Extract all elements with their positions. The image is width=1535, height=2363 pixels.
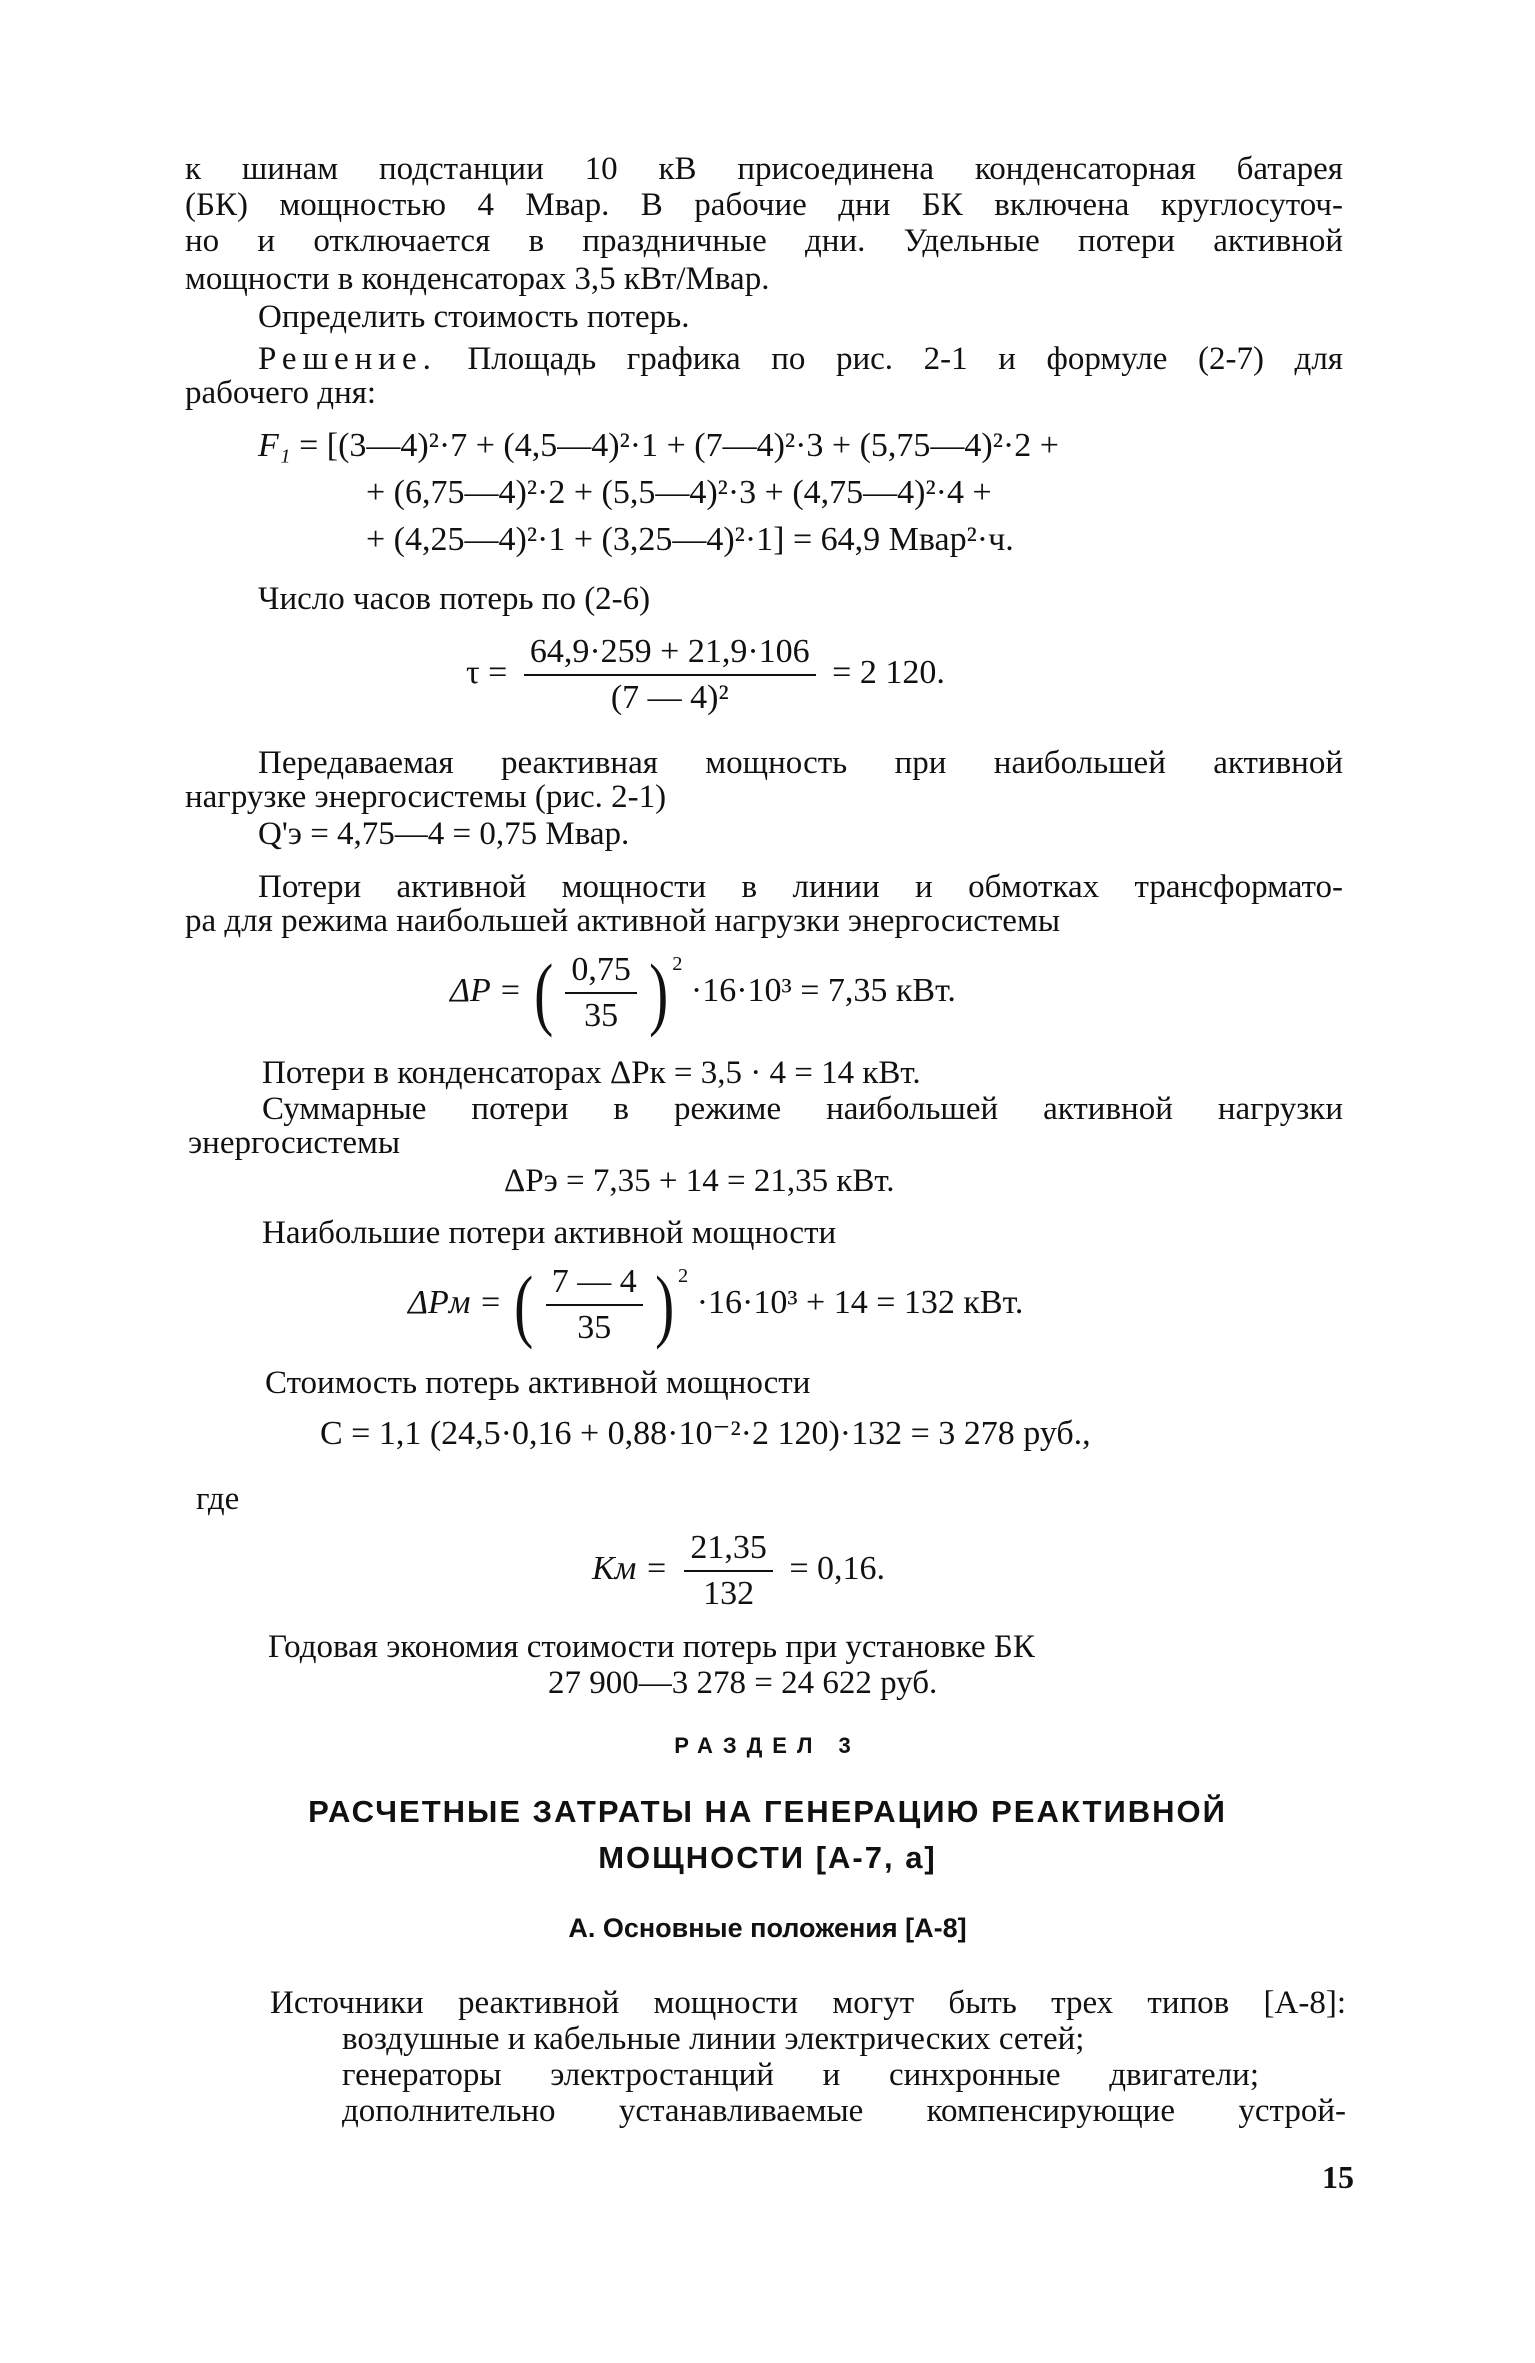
cost-equation: C = 1,1 (24,5·0,16 + 0,88·10⁻²·2 120)·132 = 3 278 руб., [320, 1415, 1091, 1452]
active-loss-line-2: ра для режима наибольшей активной нагрузки энергосистемы [185, 903, 1060, 939]
solution-label: Решение. [258, 341, 437, 377]
section-title-line-1: РАСЧЕТНЫЕ ЗАТРАТЫ НА ГЕНЕРАЦИЮ РЕАКТИВНОЙ [308, 1794, 1227, 1829]
tau-fraction [524, 632, 816, 718]
sources-line-1: Источники реактивной мощности могут быть трех типов [А-8]: [270, 1985, 1346, 2021]
reactive-line-2: нагрузке энергосистемы (рис. 2-1) [185, 779, 667, 815]
total-equation: ΔPэ = 7,35 + 14 = 21,35 кВт. [504, 1163, 895, 1199]
km-numerator: 21,35 [690, 1529, 767, 1566]
f1-lhs: F₁ [258, 427, 291, 464]
km-fraction [684, 1528, 773, 1614]
dpm-formula [408, 1259, 1024, 1350]
condenser-loss: Потери в конденсаторах ΔPк = 3,5 · 4 = 14 кВт. [262, 1055, 921, 1091]
f1-line-2: + (6,75—4)²·2 + (5,5—4)²·3 + (4,75—4)²·4 + [366, 474, 992, 511]
section-label: РАЗДЕЛ 3 [674, 1733, 861, 1758]
active-loss-line-1: Потери активной мощности в линии и обмотках трансформато- [258, 869, 1343, 905]
max-loss-text: Наибольшие потери активной мощности [262, 1215, 837, 1251]
sources-line-4: дополнительно устанавливаемые компенсирующие устрой- [342, 2093, 1346, 2129]
tau-rhs: = 2 120. [832, 653, 945, 691]
intro-line-4: мощности в конденсаторах 3,5 кВт/Мвар. [185, 261, 770, 297]
dp-lhs: ΔP = [450, 971, 522, 1009]
dp-rhs: ·16·10³ = 7,35 кВт. [690, 971, 956, 1009]
dpm-fraction [546, 1262, 643, 1348]
km-denominator: 132 [684, 1570, 773, 1614]
solution-line-1-rest: Площадь графика по рис. 2-1 и формуле (2-7) для [467, 341, 1343, 377]
dp-exponent: 2 [672, 953, 683, 975]
km-rhs: = 0,16. [789, 1549, 886, 1587]
total-line-2: энергосистемы [188, 1125, 401, 1161]
dpm-rhs: ·16·10³ + 14 = 132 кВт. [696, 1283, 1024, 1321]
page-number: 15 [1322, 2159, 1354, 2195]
tau-lhs: τ = [466, 653, 508, 691]
f1-line-1: = [(3—4)²·7 + (4,5—4)²·1 + (7—4)²·3 + (5,75—4)²·2 + [299, 427, 1059, 464]
reactive-equation: Q'э = 4,75—4 = 0,75 Мвар. [258, 816, 630, 852]
cost-text: Стоимость потерь активной мощности [265, 1365, 811, 1401]
km-formula [592, 1528, 885, 1614]
sources-line-3: генераторы электростанций и синхронные двигатели; [342, 2057, 1259, 2093]
dp-denominator: 35 [565, 992, 637, 1036]
dp-numerator: 0,75 [571, 951, 631, 988]
dpm-right-paren: ) [654, 1259, 674, 1350]
dpm-left-paren: ( [514, 1259, 534, 1350]
dpm-numerator: 7 — 4 [551, 1263, 637, 1300]
reactive-line-1: Передаваемая реактивная мощность при наибольшей активной [258, 745, 1343, 781]
sources-line-2: воздушные и кабельные линии электрических сетей; [342, 2021, 1085, 2057]
total-line-1: Суммарные потери в режиме наибольшей активной нагрузки [262, 1091, 1343, 1127]
intro-line-3: но и отключается в праздничные дни. Удельные потери активной [185, 223, 1343, 259]
section-title-line-2: МОЩНОСТИ [А-7, а] [598, 1840, 937, 1875]
dp-right-paren: ) [648, 947, 669, 1038]
hours-text: Число часов потерь по (2-6) [258, 581, 651, 617]
savings-line-2: 27 900—3 278 = 24 622 руб. [548, 1665, 938, 1701]
dpm-denominator: 35 [546, 1304, 643, 1348]
tau-denominator: (7 — 4)² [524, 674, 816, 718]
solution-line-1 [258, 340, 1343, 378]
dp-formula [450, 947, 956, 1038]
dp-fraction [565, 950, 637, 1036]
savings-line-1: Годовая экономия стоимости потерь при установке БК [268, 1629, 1035, 1665]
intro-line-2: (БК) мощностью 4 Мвар. В рабочие дни БК включена круглосуточ- [185, 187, 1343, 223]
dpm-exponent: 2 [678, 1265, 689, 1287]
f1-formula-line-1 [258, 426, 1059, 466]
f1-line-3: + (4,25—4)²·1 + (3,25—4)²·1] = 64,9 Мвар²·ч. [366, 521, 1014, 558]
solution-line-2: рабочего дня: [185, 375, 377, 411]
section-subtitle: А. Основные положения [А-8] [568, 1913, 967, 1943]
tau-formula [466, 632, 945, 718]
dpm-lhs: ΔPм = [408, 1283, 502, 1321]
where-text: где [196, 1481, 240, 1517]
task-statement: Определить стоимость потерь. [258, 299, 690, 335]
intro-line-1: к шинам подстанции 10 кВ присоединена конденсаторная батарея [185, 151, 1343, 187]
dp-left-paren: ( [534, 947, 554, 1038]
tau-numerator: 64,9·259 + 21,9·106 [529, 633, 810, 670]
km-lhs: Kм = [592, 1549, 668, 1587]
